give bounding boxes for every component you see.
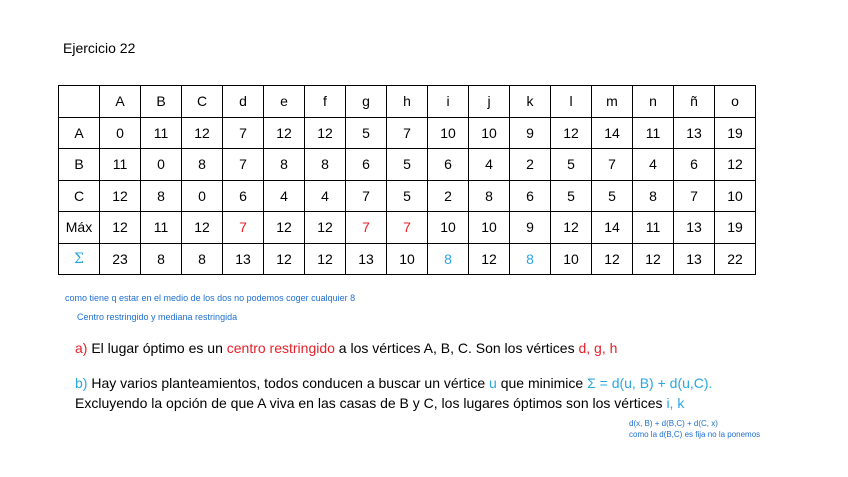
- table-cell: 11: [100, 149, 141, 181]
- table-cell: 13: [674, 212, 715, 244]
- table-cell: 2: [510, 149, 551, 181]
- row-header: B: [59, 149, 100, 181]
- table-cell: 0: [100, 117, 141, 149]
- answer-b-u: u: [489, 375, 497, 391]
- table-cell: 12: [469, 243, 510, 275]
- table-cell: 12: [633, 243, 674, 275]
- table-cell: 12: [715, 149, 756, 181]
- handwritten-note-restricted: Centro restringido y mediana restringida: [77, 312, 238, 322]
- table-cell: 11: [633, 117, 674, 149]
- table-corner-cell: [59, 86, 100, 118]
- table-cell: 9: [510, 117, 551, 149]
- table-cell: 7: [223, 117, 264, 149]
- answer-a-vertices: d, g, h: [578, 340, 618, 356]
- column-header: e: [264, 86, 305, 118]
- table-cell: 7: [592, 149, 633, 181]
- table-cell: 12: [182, 212, 223, 244]
- table-cell: 12: [305, 243, 346, 275]
- row-header: A: [59, 117, 100, 149]
- column-header: A: [100, 86, 141, 118]
- table-cell: 7: [387, 212, 428, 244]
- table-cell: 12: [305, 117, 346, 149]
- column-header: h: [387, 86, 428, 118]
- table-cell: 10: [387, 243, 428, 275]
- table-row: [59, 212, 756, 244]
- table-cell: 10: [469, 212, 510, 244]
- table-body: [59, 117, 756, 275]
- table-cell: 13: [674, 243, 715, 275]
- side-note-formula: d(x, B) + d(B,C) + d(C, x): [629, 419, 718, 428]
- side-note-explanation: como la d(B,C) es fija no la ponemos: [629, 430, 761, 439]
- table-cell: 13: [223, 243, 264, 275]
- table-cell: 4: [469, 149, 510, 181]
- table-cell: 12: [592, 243, 633, 275]
- table-cell: 11: [633, 212, 674, 244]
- answer-a-text2: a los vértices A, B, C. Son los vértices: [334, 340, 579, 356]
- table-cell: 13: [674, 117, 715, 149]
- answer-a-prefix: a): [75, 340, 88, 356]
- table-cell: 8: [469, 180, 510, 212]
- row-header: Σ: [59, 243, 100, 275]
- table-cell: 12: [182, 117, 223, 149]
- column-header: l: [551, 86, 592, 118]
- table-cell: 0: [141, 149, 182, 181]
- table-cell: 14: [592, 212, 633, 244]
- answer-b-text2: que minimice: [496, 375, 588, 391]
- column-header: ñ: [674, 86, 715, 118]
- table-cell: 12: [100, 212, 141, 244]
- column-header: C: [182, 86, 223, 118]
- table-cell: 10: [428, 212, 469, 244]
- table-cell: 7: [674, 180, 715, 212]
- table-cell: 13: [346, 243, 387, 275]
- table-cell: 10: [551, 243, 592, 275]
- table-cell: 5: [387, 180, 428, 212]
- table-cell: 8: [428, 243, 469, 275]
- table-cell: 9: [510, 212, 551, 244]
- table-cell: 7: [223, 212, 264, 244]
- table-cell: 5: [551, 180, 592, 212]
- table-cell: 12: [551, 117, 592, 149]
- table-cell: 12: [100, 180, 141, 212]
- table-cell: 14: [592, 117, 633, 149]
- table-cell: 8: [510, 243, 551, 275]
- distance-table: [58, 85, 756, 275]
- table-row: [59, 243, 756, 275]
- answer-b-prefix: b): [75, 375, 88, 391]
- table-cell: 4: [305, 180, 346, 212]
- table-cell: 8: [633, 180, 674, 212]
- table-cell: 4: [264, 180, 305, 212]
- answer-a-highlight: centro restringido: [226, 340, 335, 356]
- table-cell: 8: [305, 149, 346, 181]
- table-cell: 19: [715, 212, 756, 244]
- table-cell: 6: [674, 149, 715, 181]
- answer-b-formula: Σ = d(u, B) + d(u,C).: [587, 375, 713, 391]
- table-cell: 6: [428, 149, 469, 181]
- column-header: i: [428, 86, 469, 118]
- column-header: B: [141, 86, 182, 118]
- table-cell: 7: [346, 212, 387, 244]
- table-cell: 12: [264, 212, 305, 244]
- table-cell: 10: [469, 117, 510, 149]
- column-header: o: [715, 86, 756, 118]
- table-cell: 23: [100, 243, 141, 275]
- answer-b-line1: [75, 375, 712, 391]
- table-cell: 12: [551, 212, 592, 244]
- table-cell: 5: [346, 117, 387, 149]
- table-cell: 4: [633, 149, 674, 181]
- table-cell: 5: [592, 180, 633, 212]
- table-cell: 5: [551, 149, 592, 181]
- table-cell: 22: [715, 243, 756, 275]
- table-row: [59, 149, 756, 181]
- table-cell: 6: [346, 149, 387, 181]
- table-cell: 8: [182, 243, 223, 275]
- answer-b-line2: [75, 395, 684, 411]
- answer-b-line2-text: Excluyendo la opción de que A viva en las casas de B y C, los lugares óptimos son los vértices: [75, 395, 667, 411]
- table-cell: 7: [387, 117, 428, 149]
- table-row: [59, 180, 756, 212]
- answer-a: [75, 340, 617, 356]
- handwritten-note-eight: como tiene q estar en el medio de los dos no podemos coger cualquier 8: [65, 293, 356, 303]
- answer-b-text1: Hay varios planteamientos, todos conducen a buscar un vértice: [87, 375, 490, 391]
- table-cell: 11: [141, 117, 182, 149]
- table-cell: 19: [715, 117, 756, 149]
- table-cell: 8: [182, 149, 223, 181]
- table-cell: 12: [305, 212, 346, 244]
- answer-b-vertices: i, k: [666, 395, 685, 411]
- answer-a-text1: El lugar óptimo es un: [87, 340, 227, 356]
- row-header: Máx: [59, 212, 100, 244]
- table-cell: 7: [223, 149, 264, 181]
- column-header: d: [223, 86, 264, 118]
- table-cell: 8: [141, 243, 182, 275]
- column-header: f: [305, 86, 346, 118]
- column-header: n: [633, 86, 674, 118]
- column-header: j: [469, 86, 510, 118]
- table-header-row: [59, 86, 756, 118]
- table-cell: 2: [428, 180, 469, 212]
- table-cell: 8: [141, 180, 182, 212]
- row-header: C: [59, 180, 100, 212]
- column-header: k: [510, 86, 551, 118]
- column-header: g: [346, 86, 387, 118]
- exercise-title: Ejercicio 22: [63, 40, 136, 56]
- table-cell: 10: [715, 180, 756, 212]
- table-cell: 6: [510, 180, 551, 212]
- table-cell: 12: [264, 117, 305, 149]
- table-cell: 5: [387, 149, 428, 181]
- table-cell: 6: [223, 180, 264, 212]
- column-header: m: [592, 86, 633, 118]
- table-cell: 10: [428, 117, 469, 149]
- table-row: [59, 117, 756, 149]
- table-cell: 7: [346, 180, 387, 212]
- table-cell: 0: [182, 180, 223, 212]
- table-cell: 12: [264, 243, 305, 275]
- table-cell: 8: [264, 149, 305, 181]
- table-cell: 11: [141, 212, 182, 244]
